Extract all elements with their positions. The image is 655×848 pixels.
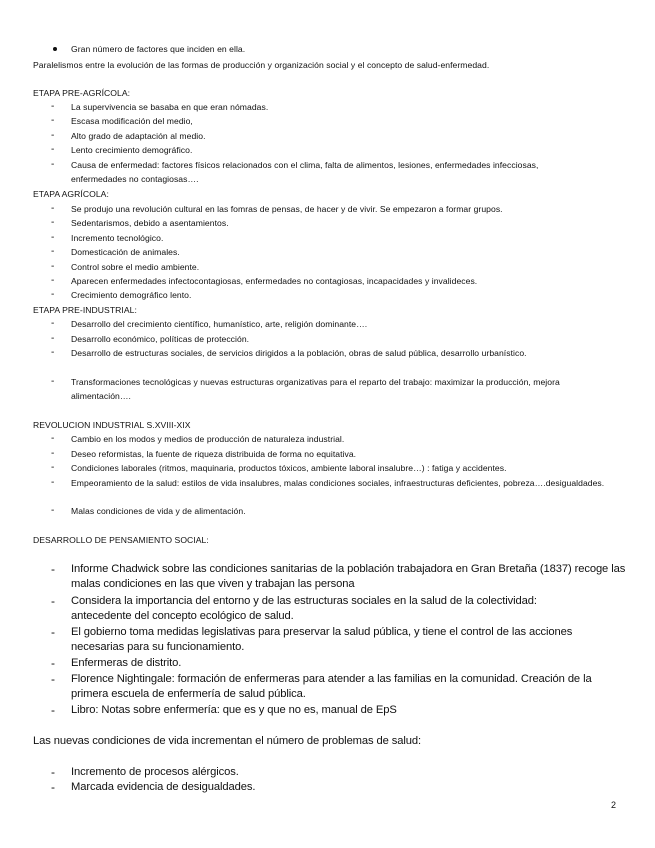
list-item: - Desarrollo del crecimiento científico, humanístico, arte, religión dominante…. bbox=[51, 318, 368, 329]
list-item: - Florence Nightingale: formación de enfermeras para atender a las familias en la comunidad. Creación de la primera escuela de enfermería de salud pública. bbox=[51, 672, 592, 701]
section-heading-pensamiento-social: DESARROLLO DE PENSAMIENTO SOCIAL: bbox=[33, 535, 209, 545]
list-item: - Se produjo una revolución cultural en las fomras de pensas, de hacer y de vivir. Se empezaron a formar grupos. bbox=[51, 203, 503, 214]
section-heading-agricola: ETAPA AGRÍCOLA: bbox=[33, 189, 109, 199]
list-item: - Escasa modificación del medio, bbox=[51, 115, 193, 126]
list-item: - Desarrollo de estructuras sociales, de servicios dirigidos a la población, obras de salud pública, desarrollo urbanístico. bbox=[51, 347, 527, 358]
list-item: - Control sobre el medio ambiente. bbox=[51, 261, 200, 272]
intro-bullet-item bbox=[51, 42, 631, 56]
list-item: - Libro: Notas sobre enfermería: que es y que no es, manual de EpS bbox=[51, 703, 397, 717]
list-item: - Marcada evidencia de desigualdades. bbox=[51, 780, 256, 794]
list-item: - Empeoramiento de la salud: estilos de vida insalubres, malas condiciones sociales, infraestructuras deficientes, pobreza….desigualdades. bbox=[51, 477, 605, 488]
list-item: - La supervivencia se basaba en que eran nómadas. bbox=[51, 101, 269, 112]
list-item: - Desarrollo económico, políticas de protección. bbox=[51, 333, 250, 344]
list-item: - Sedentarismos, debido a asentamientos. bbox=[51, 217, 229, 228]
list-item: - Malas condiciones de vida y de alimentación. bbox=[51, 505, 246, 516]
list-item: - Crecimiento demográfico lento. bbox=[51, 289, 192, 300]
section-heading-pre-agricola: ETAPA PRE-AGRÍCOLA: bbox=[33, 88, 131, 98]
section-heading-pre-industrial: ETAPA PRE-INDUSTRIAL: bbox=[33, 305, 137, 315]
bullet-dot-icon bbox=[53, 47, 57, 51]
list-item: - Cambio en los modos y medios de producción de naturaleza industrial. bbox=[51, 433, 345, 444]
list-item: - Considera la importancia del entorno y de las estructuras sociales en la salud de la colectividad: antecedente del concepto ecológico de salud. bbox=[51, 594, 537, 623]
list-item: - Alto grado de adaptación al medio. bbox=[51, 130, 206, 141]
closing-paragraph: Las nuevas condiciones de vida incrementan el número de problemas de salud: bbox=[33, 735, 422, 747]
list-item: - Condiciones laborales (ritmos, maquinaria, productos tóxicos, ambiente laboral insalubre…) : fatiga y accidentes. bbox=[51, 462, 507, 473]
list-item: - Transformaciones tecnológicas y nuevas estructuras organizativas para el reparto del trabajo: maximizar la producción, mejora alimentación…. bbox=[51, 376, 560, 401]
section-heading-revolucion-industrial: REVOLUCION INDUSTRIAL S.XVIII-XIX bbox=[33, 420, 191, 430]
list-item: - Lento crecimiento demográfico. bbox=[51, 144, 193, 155]
list-item: - Informe Chadwick sobre las condiciones sanitarias de la población trabajadora en Gran Bretaña (1837) recoge las malas condiciones en las que viven y trabajan las persona bbox=[51, 562, 626, 591]
list-item: - Enfermeras de distrito. bbox=[51, 656, 182, 670]
intro-bullet-text: Gran número de factores que inciden en ella. bbox=[71, 44, 246, 54]
list-item: - Incremento de procesos alérgicos. bbox=[51, 765, 239, 779]
intro-paragraph: Paralelismos entre la evolución de las formas de producción y organización social y el concepto de salud-enfermedad. bbox=[33, 60, 490, 70]
list-item: - El gobierno toma medidas legislativas para preservar la salud pública, y tiene el control de las acciones necesarias para su funcionamiento. bbox=[51, 625, 573, 654]
list-item: - Domesticación de animales. bbox=[51, 246, 180, 257]
list-item: - Incremento tecnológico. bbox=[51, 232, 164, 243]
list-item: - Aparecen enfermedades infectocontagiosas, enfermedades no contagiosas, incapacidades y invalideces. bbox=[51, 275, 478, 286]
list-item: - Deseo reformistas, la fuente de riqueza distribuida de forma no equitativa. bbox=[51, 448, 357, 459]
list-item: - Causa de enfermedad: factores físicos relacionados con el clima, falta de alimentos, lesiones, enfermedades infecciosas, enfermedades no contagiosas…. bbox=[51, 159, 539, 184]
page-number: 2 bbox=[610, 800, 616, 810]
